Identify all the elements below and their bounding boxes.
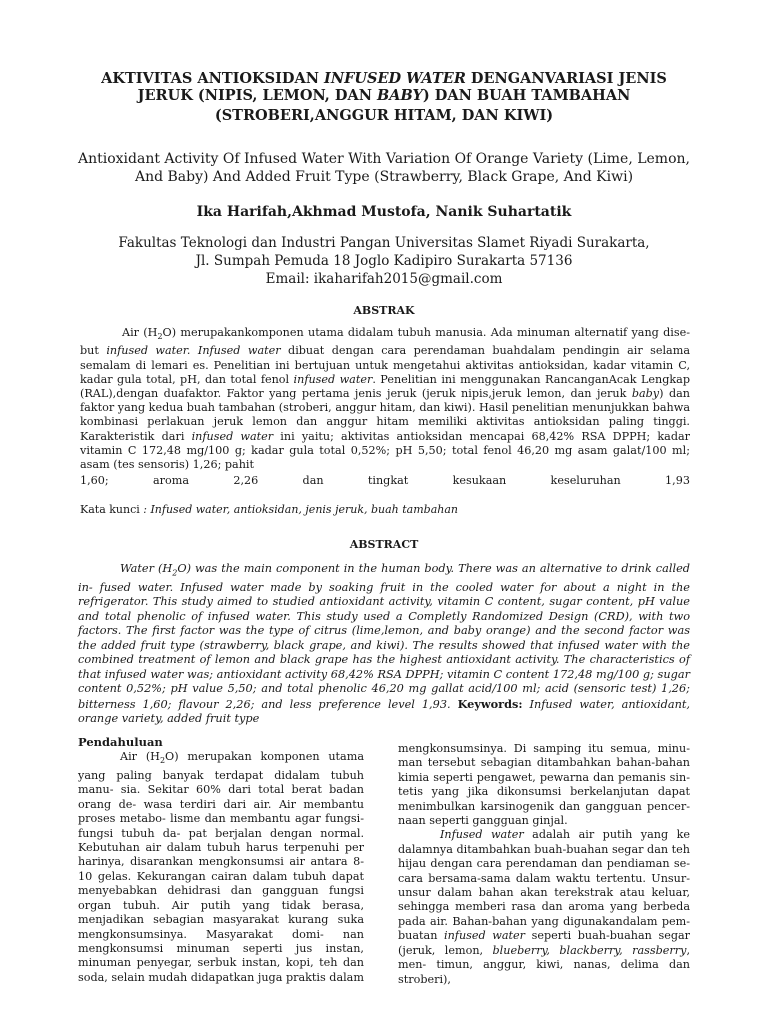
intro-italic: Infused water — [440, 828, 524, 842]
title-line3: (STROBERI,ANGGUR HITAM, DAN KIWI) — [214, 107, 554, 124]
abstrak-part: O) merupakankomponen utama didalam tubuh manusia. Ada minuman alternatif yang dise- but — [80, 326, 690, 358]
authors: Ika Harifah,Akhmad Mustofa, Nanik Suhartatik — [196, 204, 572, 220]
title-line1-post: DENGANVARIASI JENIS — [465, 70, 667, 87]
intro-right-p1: mengkonsumsinya. Di samping itu semua, minu- man tersebut sebagian ditambahkan bahan-bahan kimia seperti pengawet, pewarna dan pemanis sin- tetis yang jika dikonsumsi berkelanjutan dapat menimbulkan karsinogenik dan gangguan pencer- naan seperti gangguan ginjal. — [398, 742, 690, 828]
intro-italic: blueberry, blackberry, rassberry — [492, 943, 687, 957]
subscript: 2 — [159, 756, 166, 766]
paper-title-en — [60, 150, 708, 186]
title-line2-italic: BABY — [377, 87, 423, 104]
paper-title-id — [60, 70, 708, 124]
kata-kunci-label: Kata kunci — [80, 503, 140, 516]
keywords-label: Keywords: — [457, 696, 523, 711]
intro-part: seperti buah-buahan segar (jeruk, lemon, — [398, 929, 691, 957]
intro-right-p2 — [398, 828, 690, 986]
abstrak-part: ) dan faktor yang kedua buah tambahan (stroberi, anggur hitam, dan kiwi). Hasil penelitian menunjukkan bahwa kombinasi perlakuan jeruk lemon dan anggur hitam memiliki aktivitas antioksidan paling tinggi. Karakteristik dari — [80, 387, 690, 443]
intro-part: Air (H — [120, 750, 160, 764]
spaced-word: 1,93 — [665, 474, 690, 487]
intro-right-column — [398, 742, 690, 987]
affiliation-line2: Jl. Sumpah Pemuda 18 Joglo Kadipiro Surakarta 57136 — [195, 253, 573, 269]
abstrak-heading: ABSTRAK — [353, 304, 415, 317]
affiliation-line1: Fakultas Teknologi dan Industri Pangan Universitas Slamet Riyadi Surakarta, — [118, 235, 650, 251]
abstract-part: O) was the main component in the human body. There was an alternative to drink called in- fused water. Infused water made by soaking fruit in the cooled water for about a night in the refrigerator. This study aimed to studied antioxidant activity, vitamin C content, sugar content, pH value and total phenolic of infused water. This study used a Completly Randomized Design (CRD), with two factors. The first factor was the type of citrus (lime,lemon, and baby orange) and the second factor was the added fruit type (strawberry, black grape, and kiwi). The results showed that infused water with the combined treatment of lemon and black grape has the highest antioxidant activity. The characteristics of that infused water was; antioxidant activity 68,42% RSA DPPH; vitamin C content 172,48 mg/100 g; sugar content 0,52%; pH value 5,50; and total phenolic 46,20 mg gallat acid/100 ml; acid (sensoric test) 1,26; bitterness 1,60; flavour 2,26; and less preference level 1,93. — [78, 562, 690, 711]
abstrak-italic: baby — [631, 387, 660, 401]
intro-heading: Pendahuluan — [78, 735, 163, 749]
en-title-line2: And Baby) And Added Fruit Type (Strawberry, Black Grape, And Kiwi) — [134, 169, 634, 185]
affiliation-email: Email: ikaharifah2015@gmail.com — [265, 271, 503, 287]
intro-part: adalah air putih yang ke dalamnya ditambahkan buah-buahan segar dan teh hijau dengan cara perendaman dan pendiaman se- cara bersama-sama dalam waktu tertentu. Unsur- unsur dalam bahan akan terekstrak atau keluar, sehingga memberi rasa dan aroma yang berbeda pada air. Bahan-bahan yang digunakandalam pem- buatan — [398, 828, 691, 943]
abstrak-part: ini yaitu; aktivitas antioksidan mencapai 68,42% RSA DPPH; kadar vitamin C 172,48 mg/100 g; kadar gula total 0,52%; pH 5,50; total fenol 46,20 mg asam galat/100 ml; asam (tes sensoris) 1,26; pahit — [80, 429, 691, 472]
abstrak-part: . Penelitian ini menggunakan RancanganAcak Lengkap (RAL),dengan duafaktor. Faktor yang pertama jenis jeruk (jeruk nipis,jeruk lemon, dan jeruk — [80, 372, 690, 401]
abstract-heading: ABSTRACT — [349, 538, 419, 551]
title-line1-pre: AKTIVITAS ANTIOKSIDAN — [101, 70, 325, 87]
abstrak-part: dibuat dengan cara perendaman buahdalam pendingin air selama semalam di lemari es. Penelitian ini bertujuan untuk mengetahui aktivitas antioksidan, kadar vitamin C, kadar gula total, pH, dan total fenol — [80, 344, 691, 386]
spaced-word: aroma — [152, 474, 190, 487]
subscript: 2 — [172, 568, 178, 578]
en-title-line1: Antioxidant Activity Of Infused Water With Variation Of Orange Variety (Lime, Lemon, — [78, 151, 690, 167]
spaced-word: keseluruhan — [550, 474, 621, 487]
intro-left-text — [78, 750, 364, 985]
spaced-word: tingkat — [367, 474, 409, 487]
intro-italic: infused water — [444, 929, 525, 943]
abstrak-italic: infused water — [191, 429, 274, 443]
abstrak-text — [80, 326, 690, 472]
abstract-text — [78, 562, 690, 727]
spaced-word: 1,60; — [80, 474, 109, 487]
affiliation — [60, 234, 708, 288]
abstrak-part: Air (H — [122, 326, 158, 339]
subscript: 2 — [157, 332, 163, 342]
keywords-text: Infused water, antioxidant, orange variety, added fruit type — [78, 697, 690, 726]
abstrak-italic: infused water — [293, 372, 373, 386]
abstrak-italic: infused water. Infused water — [106, 344, 281, 358]
kata-kunci-text: : Infused water, antioksidan, jenis jeruk, buah tambahan — [139, 503, 458, 516]
intro-left-column — [78, 735, 364, 985]
abstrak-spaced-line — [80, 474, 690, 487]
intro-part: , men- timun, anggur, kiwi, nanas, delima dan stroberi), — [398, 943, 690, 986]
kata-kunci — [80, 503, 458, 516]
title-line2-pre: JERUK (NIPIS, LEMON, DAN — [137, 87, 377, 104]
title-line2-post: ) DAN BUAH TAMBAHAN — [422, 87, 631, 104]
intro-part: O) merupakan komponen utama yang paling banyak terdapat didalam tubuh manu- sia. Sekitar 60% dari total berat badan orang de- wasa terdiri dari air. Air membantu proses metabo- lisme dan membantu agar fungsi-fungsi tubuh da- pat berjalan dengan normal. Kebutuhan air dalam tubuh harus terpenuhi per harinya, disarankan mengkonsumsi air antara 8-10 gelas. Kekurangan cairan dalam tubuh dapat menyebabkan dehidrasi dan gangguan fungsi organ tubuh. Air putih yang tidak berasa, menjadikan sebagian masyarakat kurang suka mengkonsumsinya. Masyarakat domi- nan mengkonsumsi minuman seperti jus instan, minuman penyegar, serbuk instan, kopi, teh dan soda, selain mudah didapatkan juga praktis dalam — [78, 750, 364, 984]
spaced-word: 2,26 — [233, 474, 259, 487]
abstract-part: Water (H — [120, 562, 173, 575]
title-line1-italic: INFUSED WATER — [324, 70, 466, 87]
spaced-word: kesukaan — [452, 474, 507, 487]
spaced-word: dan — [302, 474, 324, 487]
